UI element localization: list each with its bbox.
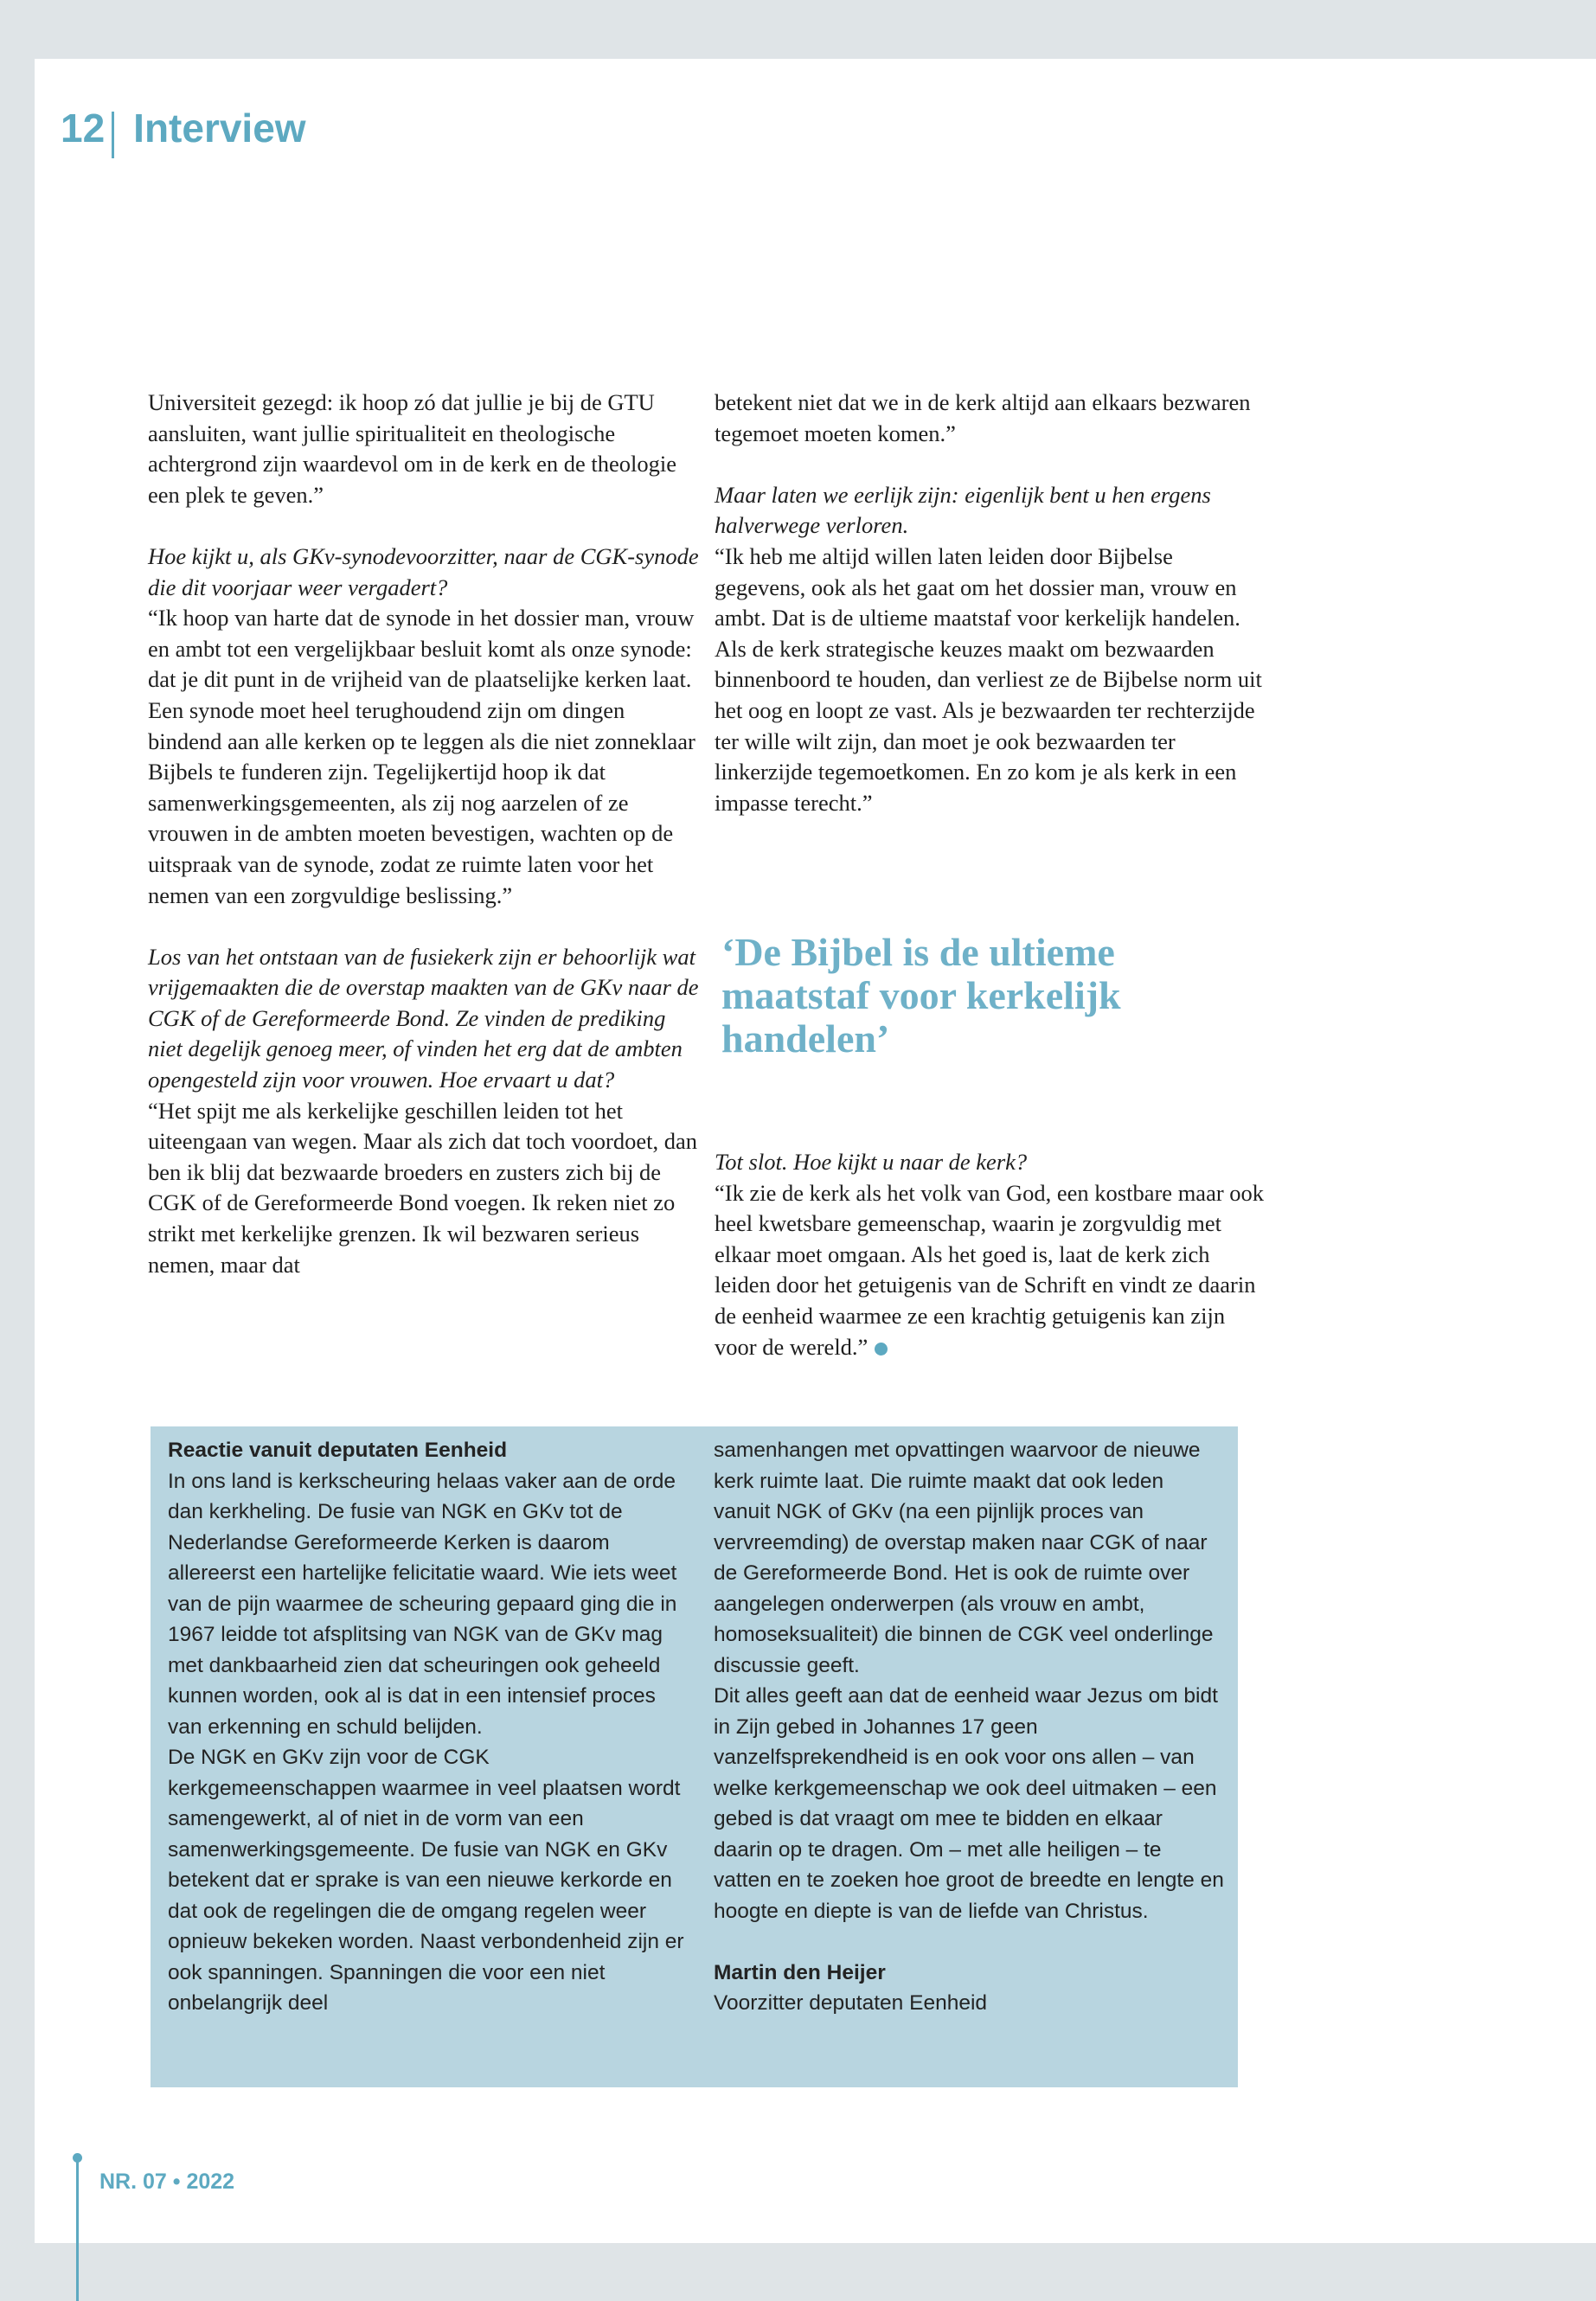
- box-paragraph: Dit alles geeft aan dat de eenheid waar Jezus om bidt in Zijn gebed in Johannes 17 geen vanzelfsprekendheid is en ook voor ons allen – van welke kerkgemeenschap we ook deel uitmaken – een gebed is dat vraagt om mee te bidden en elkaar daarin op te dragen. Om – met alle heiligen – te vatten en te zoeken hoe groot de breedte en lengte en hoogte en diepte is van de liefde van Christus.: [714, 1684, 1224, 1923]
- article-column-right: [715, 388, 1268, 818]
- end-mark-icon: [875, 1343, 888, 1356]
- header-divider: [112, 112, 114, 158]
- box-paragraph: In ons land is kerkscheuring helaas vaker aan de orde dan kerkheling. De fusie van NGK en GKv tot de Nederlandse Gereformeerde Kerken is daarom allereerst een hartelijke felicitatie waard. Wie iets weet van de pijn waarmee de scheuring gepaard ging die in 1967 leidde tot afsplitsing van NGK van de GKv mag met dankbaarheid zien dat scheuringen ook geheeld kunnen worden, ook al is dat in een intensief proces van erkenning en schuld belijden.: [168, 1469, 677, 1739]
- signature-name: Martin den Heijer: [714, 1960, 886, 1984]
- box-column-right: [714, 1435, 1224, 2019]
- box-paragraph: De NGK en GKv zijn voor de CGK kerkgemeenschappen waarmee in veel plaatsen wordt samengewerkt, al of niet in de vorm van een samenwerkingsgemeente. De fusie van NGK en GKv betekent dat er sprake is van een nieuwe kerkorde en dat ook de regelingen die de omgang regelen weer opnieuw bekeken worden. Naast verbondenheid zijn er ook spanningen. Spanningen die voor een niet onbelangrijk deel: [168, 1746, 684, 2015]
- closing-answer-text: “Ik zie de kerk als het volk van God, een kostbare maar ook heel kwetsbare gemeenschap, waarin je zorgvuldig met elkaar moet omgaan. Als het goed is, laat de kerk zich leiden door het getuigenis van de Schrift en vindt ze daarin de eenheid waarmee ze een krachtig getuigenis kan zijn voor de wereld.”: [715, 1179, 1265, 1360]
- signature-role: Voorzitter deputaten Eenheid: [714, 1991, 988, 2015]
- answer-paragraph: “Het spijt me als kerkelijke geschillen leiden tot het uiteengaan van wegen. Maar als zich dat toch voordoet, dan ben ik blij dat bezwaarde broeders en zusters zich bij de CGK of de Gereformeerde Bond voegen. Ik reken niet zo strikt met kerkelijke grenzen. Ik wil bezwaren serieus nemen, maar dat: [148, 1097, 698, 1278]
- box-column-left: [168, 1435, 687, 2019]
- section-title: Interview: [133, 106, 306, 151]
- answer-paragraph: “Ik heb me altijd willen laten leiden door Bijbelse gegevens, ook als het gaat om het dossier man, vrouw en ambt. Dat is de ultieme maatstaf voor kerkelijk handelen. Als de kerk strategische keuzes maakt om bezwaarden binnenboord te houden, dan verliest ze de Bijbelse norm uit het oog en loopt ze vast. Als je bezwaarden ter rechterzijde ter wille wilt zijn, dan moet je ook bezwaarden ter linkerzijde tegemoetkomen. En zo kom je als kerk in een impasse terecht.”: [715, 542, 1262, 816]
- interview-question: Los van het ontstaan van de fusiekerk zijn er behoorlijk wat vrijgemaakten die de overstap maakten van de GKv naar de CGK of de Gereformeerde Bond. Ze vinden de prediking niet degelijk genoeg meer, of vinden het erg dat de ambten opengesteld zijn voor vrouwen. Hoe ervaart u dat?: [148, 943, 699, 1093]
- page-number: 12: [61, 106, 106, 151]
- magazine-page: [35, 59, 1596, 2243]
- answer-paragraph: Universiteit gezegd: ik hoop zó dat jullie je bij de GTU aansluiten, want jullie spiritualiteit en theologische achtergrond zijn waardevol om in de kerk en de theologie een plek te geven.”: [148, 389, 677, 508]
- box-heading: Reactie vanuit deputaten Eenheid: [168, 1439, 508, 1462]
- closing-answer: [715, 1178, 1268, 1363]
- footer-dot-icon: [73, 2153, 82, 2163]
- interview-question: Tot slot. Hoe kijkt u naar de kerk?: [715, 1149, 1028, 1175]
- answer-paragraph: betekent niet dat we in de kerk altijd aan elkaars bezwaren tegemoet moeten komen.”: [715, 389, 1251, 446]
- closing-section: [715, 1147, 1268, 1362]
- box-paragraph: samenhangen met opvattingen waarvoor de nieuwe kerk ruimte laat. Die ruimte maakt dat ook leden vanuit NGK of GKv (na een pijnlijk proces van vervreemding) de overstap maken naar CGK of naar de Gereformeerde Bond. Het is ook de ruimte over aangelegen onderwerpen (als vrouw en ambt, homoseksualiteit) die binnen de CGK veel onderlinge discussie geeft.: [714, 1439, 1214, 1677]
- article-column-left: [148, 388, 702, 1280]
- pull-quote: ‘De Bijbel is de ultieme maatstaf voor kerkelijk handelen’: [721, 930, 1121, 1061]
- issue-label: NR. 07 • 2022: [99, 2170, 235, 2194]
- sidebar-box: [151, 1426, 1238, 2087]
- page-header: [61, 93, 306, 163]
- answer-paragraph: “Ik hoop van harte dat de synode in het dossier man, vrouw en ambt tot een vergelijkbaar besluit komt als onze synode: dat je dit punt in de vrijheid van de plaatselijke kerken laat. Een synode moet heel terughoudend zijn om dingen bindend aan alle kerken op te leggen als die niet zonneklaar Bijbels te funderen zijn. Tegelijkertijd hoop ik dat samenwerkingsgemeenten, als zij nog aarzelen of ze vrouwen in de ambten moeten bevestigen, wachten op de uitspraak van de synode, zodat ze ruimte laten voor het nemen van een zorgvuldige beslissing.”: [148, 605, 695, 908]
- interview-question: Hoe kijkt u, als GKv-synodevoorzitter, naar de CGK-synode die dit voorjaar weer vergadert?: [148, 542, 699, 600]
- interview-question: Maar laten we eerlijk zijn: eigenlijk bent u hen ergens halverwege verloren.: [715, 481, 1211, 539]
- footer-rule: [76, 2157, 79, 2301]
